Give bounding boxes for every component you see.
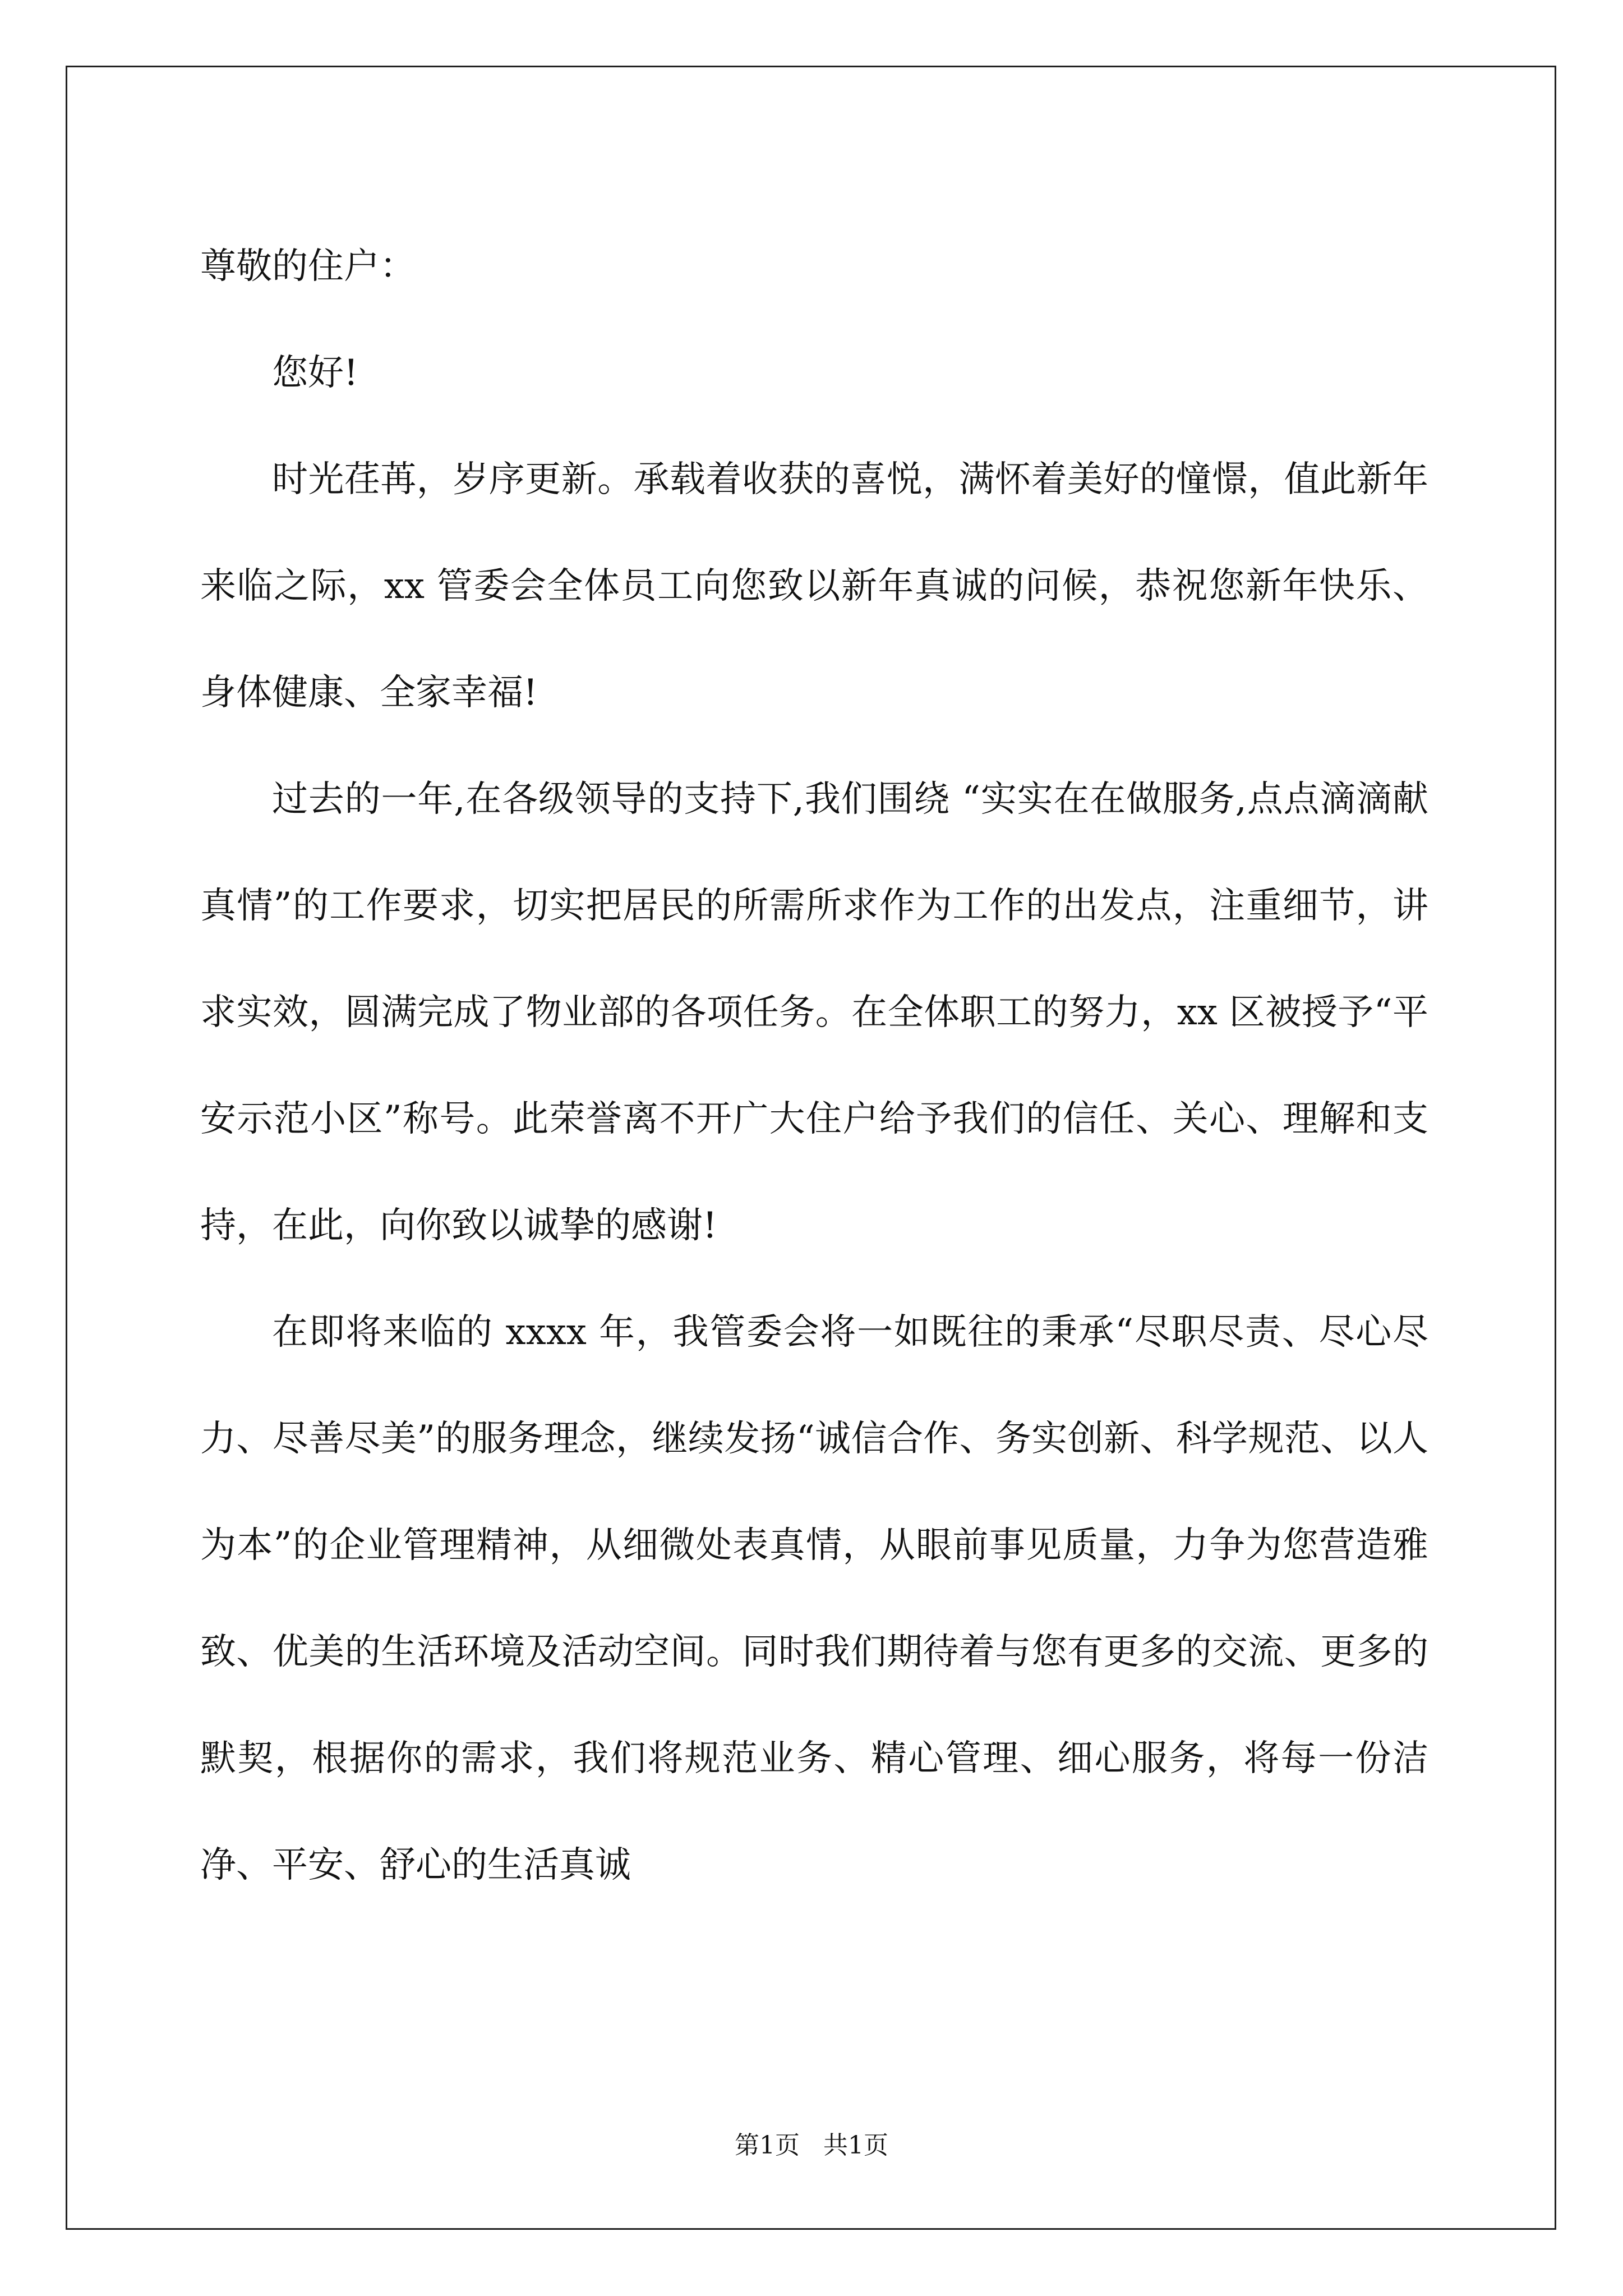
page-number-footer: 第1页 共1页 [735, 2131, 888, 2160]
letter-body [200, 213, 1428, 1918]
paragraph-new-year-wishes: 时光荏苒，岁序更新。承载着收获的喜悦，满怀着美好的憧憬，值此新年来临之际，xx 管委会全体员工向您致以新年真诚的问候，恭祝您新年快乐、身体健康、全家幸福! [200, 459, 1428, 714]
salutation: 尊敬的住户： [200, 246, 416, 287]
greeting: 您好! [272, 352, 358, 394]
paragraph-past-year: 过去的一年,在各级领导的支持下,我们围绕 “实实在在做服务,点点滴滴献真情”的工作要求，切实把居民的所需所求作为工作的出发点，注重细节，讲求实效，圆满完成了物业部的各项任务。在全体职工的努力，xx 区被授予“平安示范小区”称号。此荣誉离不开广大住户给予我们的信任、关心、理解和支持，在此，向你致以诚挚的感谢! [200, 779, 1428, 1246]
paragraph-coming-year: 在即将来临的 xxxx 年，我管委会将一如既往的秉承“尽职尽责、尽心尽力、尽善尽美”的服务理念，继续发扬“诚信合作、务实创新、科学规范、以人为本”的企业管理精神，从细微处表真情，从眼前事见质量，力争为您营造雅致、优美的生活环境及活动空间。同时我们期待着与您有更多的交流、更多的默契，根据你的需求，我们将规范业务、精心管理、细心服务，将每一份洁净、平安、舒心的生活真诚 [200, 1312, 1428, 1886]
